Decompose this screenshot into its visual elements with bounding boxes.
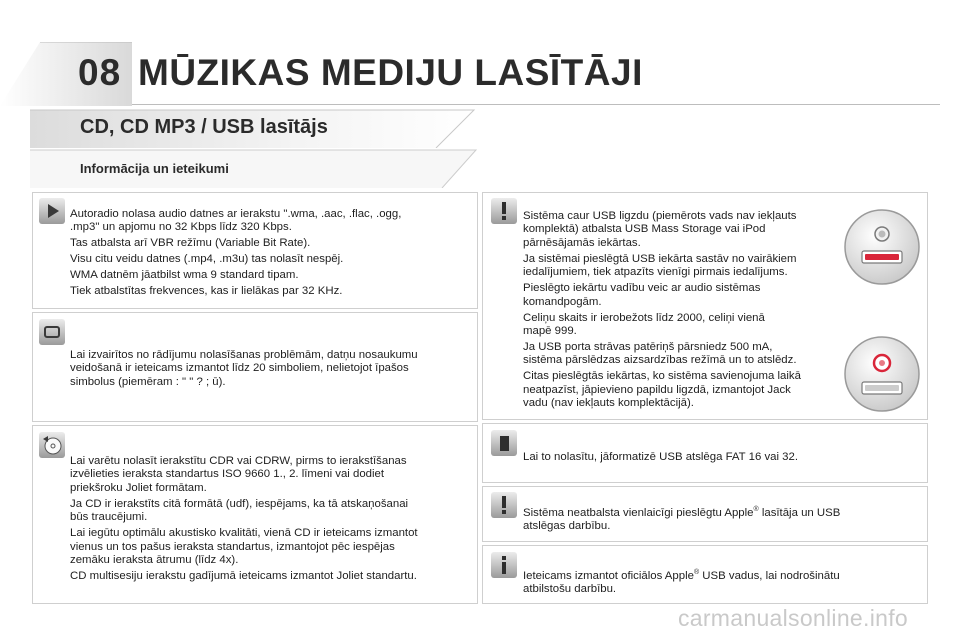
section-title: CD, CD MP3 / USB lasītājs (80, 116, 328, 138)
paragraph: Lai izvairītos no rādījumu nolasīšanas problēmām, datņu nosaukumu veidošanā ir ieteicams izmantot līdz 20 simboliem, nelietojot īpašos simbolus (piemēram : " " ? ; ū). (70, 349, 418, 388)
cable-text-part: Ieteicams izmantot oficiālos Apple (523, 569, 694, 582)
paragraph: Ja USB porta strāvas patēriņš pārsniedz 500 mA, sistēma pārslēdzas aizsardzības režīmā un to atslēdz. (523, 341, 797, 367)
paragraph: Tiek atbalstītas frekvences, kas ir lielākas par 32 KHz. (70, 285, 343, 298)
paragraph: Lai varētu nolasīt ierakstītu CDR vai CDRW, pirms to ierakstīšanas izvēlieties ieraksta standartus ISO 9660 1., 2. līmeni vai dodiet priekšroku Joliet formātam. (70, 455, 407, 494)
info-box-formats (32, 192, 478, 309)
watermark: carmanualsonline.info (677, 605, 908, 631)
naming-text (70, 349, 475, 392)
apple-text-part: lasītāja un USB atslēgas darbību. (523, 506, 841, 533)
info-box-usb (482, 192, 928, 420)
jack-port-illustration (843, 335, 921, 413)
registered-mark: ® (693, 569, 700, 576)
paragraph: Tas atbalsta arī VBR režīmu (Variable Bit Rate). (70, 237, 311, 250)
paragraph: CD multisesiju ierakstu gadījumā ieteicams izmantot Joliet standartu. (70, 570, 417, 583)
warning-exclamation-icon (491, 198, 517, 224)
subsection-title: Informācija un ieteikumi (80, 161, 229, 176)
paragraph: Lai iegūtu optimālu akustisko kvalitāti, vienā CD ir ieteicams izmantot vienus un tos pašus ieraksta standartus, izmantojot pēc iespējas zemāku ieraksta ātrumu (līdz 4x). (70, 527, 418, 567)
display-screen-icon (39, 319, 65, 345)
formats-text (70, 208, 475, 301)
chapter-number: 08 (78, 52, 122, 93)
apple-text (523, 503, 923, 534)
play-triangle-icon (39, 198, 65, 224)
paragraph: WMA datnēm jāatbilst wma 9 standard tipam. (70, 269, 299, 282)
cable-text-part: USB vadus, lai nodrošinātu atbilstošu darbību. (523, 569, 840, 596)
paragraph: Ja sistēmai pieslēgtā USB iekārta sastāv no vairākiem iedalījumiem, tiek atpazīts vienīgi pirmais iedalījums. (523, 252, 797, 279)
info-box-naming (32, 312, 478, 422)
paragraph: Autoradio nolasa audio datnes ar ierakstu ".wma, .aac, .flac, .ogg, .mp3" un apjomu no 32 Kbps līdz 320 Kbps. (70, 208, 402, 234)
paragraph: Pieslēgto iekārtu vadību veic ar audio sistēmas komandpogām. (523, 282, 761, 308)
usb-stick-icon (491, 430, 517, 456)
info-box-apple (482, 486, 928, 542)
warning-exclamation-icon (491, 492, 517, 518)
paragraph: Celiņu skaits ir ierobežots līdz 2000, celiņi vienā mapē 999. (523, 311, 765, 338)
chapter-title: MŪZIKAS MEDIJU LASĪTĀJI (138, 52, 643, 93)
cd-text (70, 455, 475, 586)
paragraph: Citas pieslēgtās iekārtas, ko sistēma savienojuma laikā neatpazīst, jāpievieno papildu ligzdā, izmantojot Jack vadu (nav iekļauts komplektācijā). (523, 370, 801, 410)
usb-text (523, 210, 835, 413)
info-box-cable (482, 545, 928, 604)
registered-mark: ® (753, 506, 759, 513)
info-i-icon (491, 552, 517, 578)
paragraph: Sistēma caur USB ligzdu (piemērots vads nav iekļauts komplektā) atbalsta USB Mass Storage vai iPod pārnēsājamās iekārtas. (523, 210, 797, 249)
info-box-cd (32, 425, 478, 604)
paragraph: Visu citu veidu datnes (.mp4, .m3u) tas nolasīt nespēj. (70, 253, 344, 266)
paragraph: Ja CD ir ierakstīts citā formātā (udf), iespējams, ka tā atskaņošanai būs traucējumi. (70, 497, 409, 524)
usb-port-illustration (843, 208, 921, 286)
cd-disc-icon (39, 432, 65, 458)
fat-text: Lai to nolasītu, jāformatizē USB atslēga FAT 16 vai 32. (523, 451, 798, 463)
cable-text (523, 566, 923, 597)
info-box-fat (482, 423, 928, 483)
apple-text-part: Sistēma neatbalsta vienlaicīgi pieslēgtu Apple (523, 506, 754, 519)
